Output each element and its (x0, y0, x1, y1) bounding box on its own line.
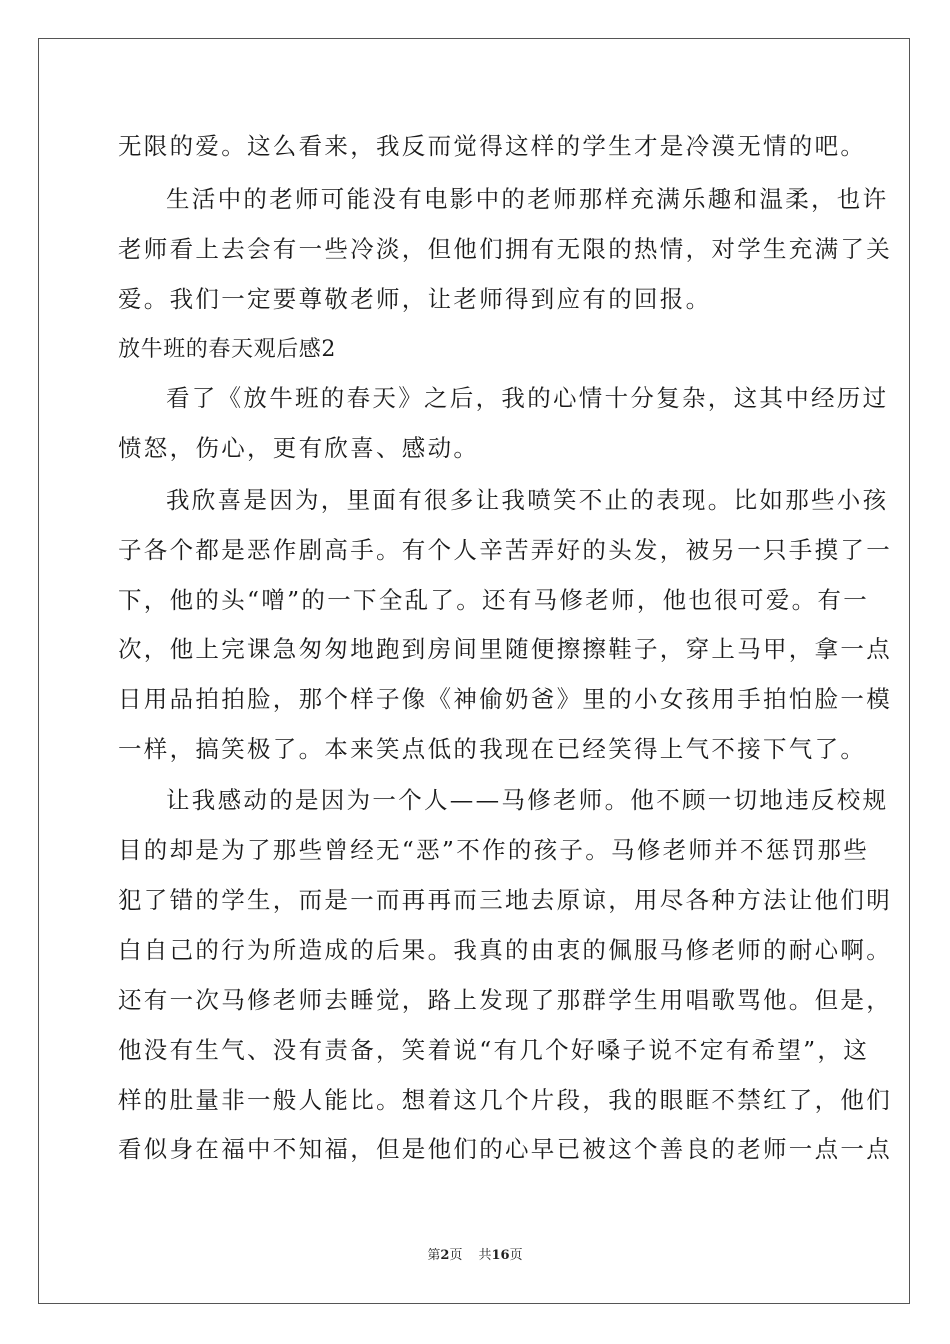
paragraph-5-line-7: 样的肚量非一般人能比。想着这几个片段，我的眼眶不禁红了，他们 (118, 1086, 892, 1114)
paragraph-2-line-3: 爱。我们一定要尊敬老师，让老师得到应有的回报。 (118, 285, 712, 313)
page-footer (0, 1246, 950, 1266)
total-pages: 16 (491, 1248, 510, 1263)
paragraph-4-line-2: 子各个都是恶作剧高手。有个人辛苦弄好的头发，被另一只手摸了一 (118, 536, 892, 564)
page-number: 2 (440, 1248, 450, 1263)
paragraph-5-line-5: 还有一次马修老师去睡觉，路上发现了那群学生用唱歌骂他。但是， (118, 986, 892, 1014)
paragraph-5-line-2: 目的却是为了那些曾经无“恶”不作的孩子。马修老师并不惩罚那些 (118, 836, 870, 864)
total-suffix: 页 (509, 1248, 523, 1263)
paragraph-5-line-3: 犯了错的学生，而是一而再再而三地去原谅，用尽各种方法让他们明 (118, 886, 892, 914)
paragraph-5-line-1: 让我感动的是因为一个人——马修老师。他不顾一切地违反校规 (166, 786, 889, 814)
paragraph-2-line-1: 生活中的老师可能没有电影中的老师那样充满乐趣和温柔，也许 (166, 185, 889, 213)
paragraph-2-line-2: 老师看上去会有一些冷淡，但他们拥有无限的热情，对学生充满了关 (118, 235, 892, 263)
page-suffix: 页 (449, 1248, 463, 1263)
paragraph-5-line-4: 白自己的行为所造成的后果。我真的由衷的佩服马修老师的耐心啊。 (118, 936, 892, 964)
total-prefix: 共 (478, 1248, 492, 1263)
paragraph-4-line-4: 次，他上完课急匆匆地跑到房间里随便擦擦鞋子，穿上马甲，拿一点 (118, 635, 892, 663)
paragraph-4-line-1: 我欣喜是因为，里面有很多让我喷笑不止的表现。比如那些小孩 (166, 486, 889, 514)
paragraph-4-line-6: 一样，搞笑极了。本来笑点低的我现在已经笑得上气不接下气了。 (118, 735, 867, 763)
paragraph-5-line-6: 他没有生气、没有责备，笑着说“有几个好嗓子说不定有希望”，这 (118, 1036, 870, 1064)
paragraph-5-line-8: 看似身在福中不知福，但是他们的心早已被这个善良的老师一点一点 (118, 1135, 892, 1163)
paragraph-3-line-2: 愤怒，伤心，更有欣喜、感动。 (118, 434, 480, 462)
paragraph-1-line-1: 无限的爱。这么看来，我反而觉得这样的学生才是冷漠无情的吧。 (118, 132, 867, 160)
paragraph-4-line-5: 日用品拍拍脸，那个样子像《神偷奶爸》里的小女孩用手拍怕脸一模 (118, 685, 892, 713)
section-heading: 放牛班的春天观后感2 (118, 337, 336, 362)
page-prefix: 第 (427, 1248, 441, 1263)
paragraph-3-line-1: 看了《放牛班的春天》之后，我的心情十分复杂，这其中经历过 (166, 384, 889, 412)
paragraph-4-line-3: 下，他的头“噌”的一下全乱了。还有马修老师，他也很可爱。有一 (118, 586, 870, 614)
